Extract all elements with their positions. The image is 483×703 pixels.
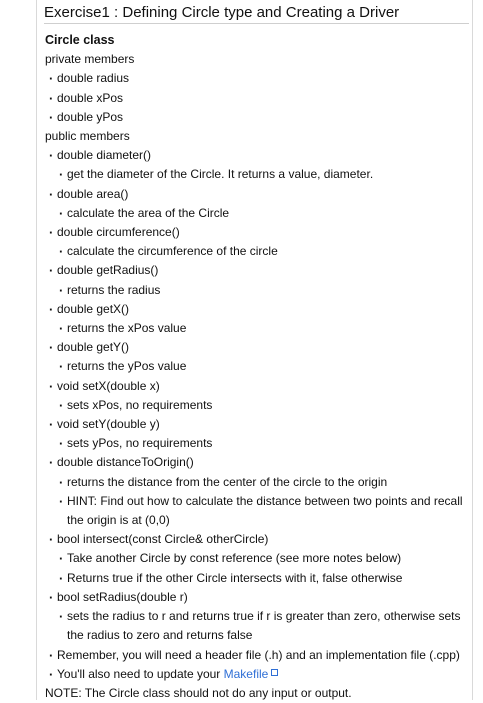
bullet-item bbox=[0, 146, 483, 165]
bullet-dot-icon: · bbox=[59, 397, 64, 413]
line-text: double getX() bbox=[57, 301, 130, 316]
bullet-item bbox=[0, 338, 483, 357]
line-text: double radius bbox=[57, 71, 130, 86]
bullet-dot-icon: · bbox=[59, 551, 64, 567]
text-line bbox=[0, 684, 483, 703]
line-text: double diameter() bbox=[57, 148, 152, 163]
line-text: Circle class bbox=[45, 33, 115, 47]
sub-bullet-item bbox=[0, 319, 483, 338]
line-text: Remember, you will need a header file (.h) and an implementation file (.cpp) bbox=[57, 647, 460, 662]
line-text: sets yPos, no requirements bbox=[67, 436, 213, 451]
sub-bullet-item bbox=[0, 434, 483, 453]
makefile-link[interactable]: Makefile bbox=[223, 666, 269, 681]
bullet-dot-icon: · bbox=[49, 378, 54, 394]
line-text: Returns true if the other Circle intersects with it, false otherwise bbox=[67, 570, 403, 585]
bullet-dot-icon: · bbox=[59, 244, 64, 260]
bullet-item bbox=[0, 415, 483, 434]
line-text: double getY() bbox=[57, 340, 130, 355]
sub-bullet-item bbox=[0, 549, 483, 568]
bullet-dot-icon: · bbox=[59, 359, 64, 375]
line-text: calculate the area of the Circle bbox=[67, 205, 230, 220]
sub-bullet-item bbox=[0, 607, 483, 645]
line-text: double getRadius() bbox=[57, 263, 159, 278]
bullet-dot-icon: · bbox=[59, 321, 64, 337]
line-text: You'll also need to update your bbox=[57, 666, 224, 681]
bullet-dot-icon: · bbox=[59, 167, 64, 183]
line-text: double xPos bbox=[57, 90, 124, 105]
line-text: double area() bbox=[57, 186, 129, 201]
sub-bullet-item bbox=[0, 492, 483, 530]
bullet-item bbox=[0, 530, 483, 549]
line-text: get the diameter of the Circle. It returns a value, diameter. bbox=[67, 167, 374, 182]
sub-bullet-item bbox=[0, 569, 483, 588]
bullet-dot-icon: · bbox=[49, 186, 54, 202]
line-text: calculate the circumference of the circle bbox=[67, 244, 278, 259]
bullet-item bbox=[0, 261, 483, 280]
bullet-dot-icon: · bbox=[49, 263, 54, 279]
bullet-dot-icon: · bbox=[49, 532, 54, 548]
bullet-item bbox=[0, 108, 483, 127]
bullet-dot-icon: · bbox=[59, 205, 64, 221]
bullet-dot-icon: · bbox=[59, 282, 64, 298]
bullet-dot-icon: · bbox=[49, 417, 54, 433]
text-line bbox=[0, 127, 483, 146]
bullet-item bbox=[0, 453, 483, 472]
title-divider bbox=[44, 23, 469, 24]
line-text: bool setRadius(double r) bbox=[57, 589, 188, 604]
bullet-dot-icon: · bbox=[49, 148, 54, 164]
line-text: returns the yPos value bbox=[67, 359, 187, 374]
sub-bullet-item bbox=[0, 396, 483, 415]
section-heading bbox=[0, 31, 483, 50]
page-title: Exercise1 : Defining Circle type and Creating a Driver bbox=[44, 4, 400, 21]
document-body bbox=[0, 31, 483, 703]
line-text: private members bbox=[45, 52, 135, 67]
bullet-item bbox=[0, 646, 483, 665]
sub-bullet-item bbox=[0, 473, 483, 492]
bullet-dot-icon: · bbox=[49, 301, 54, 317]
line-text: NOTE: The Circle class should not do any input or output. bbox=[45, 685, 352, 700]
bullet-item bbox=[0, 69, 483, 88]
sub-bullet-item bbox=[0, 165, 483, 184]
line-text: void setX(double x) bbox=[57, 378, 160, 393]
line-text: bool intersect(const Circle& otherCircle) bbox=[57, 532, 269, 547]
line-text: public members bbox=[45, 129, 130, 144]
bullet-dot-icon: · bbox=[49, 109, 54, 125]
sub-bullet-item bbox=[0, 281, 483, 300]
bullet-dot-icon: · bbox=[49, 455, 54, 471]
bullet-dot-icon: · bbox=[49, 340, 54, 356]
bullet-dot-icon: · bbox=[49, 589, 54, 605]
bullet-item bbox=[0, 89, 483, 108]
bullet-item bbox=[0, 300, 483, 319]
line-text: returns the distance from the center of the circle to the origin bbox=[67, 474, 388, 489]
text-line bbox=[0, 50, 483, 69]
bullet-item bbox=[0, 185, 483, 204]
line-text: double distanceToOrigin() bbox=[57, 455, 194, 470]
bullet-dot-icon: · bbox=[49, 647, 54, 663]
line-text: void setY(double y) bbox=[57, 417, 160, 432]
external-link-icon bbox=[271, 669, 278, 676]
bullet-dot-icon: · bbox=[59, 609, 64, 625]
bullet-item bbox=[0, 588, 483, 607]
line-text: returns the radius bbox=[67, 282, 161, 297]
sub-bullet-item bbox=[0, 242, 483, 261]
line-text: sets xPos, no requirements bbox=[67, 397, 213, 412]
line-text: sets the radius to r and returns true if r is greater than zero, otherwise sets the radius to zero and returns false bbox=[67, 609, 461, 643]
bullet-item bbox=[0, 665, 483, 684]
line-text: returns the xPos value bbox=[67, 321, 187, 336]
sub-bullet-item bbox=[0, 204, 483, 223]
bullet-dot-icon: · bbox=[49, 71, 54, 87]
bullet-dot-icon: · bbox=[59, 493, 64, 509]
bullet-dot-icon: · bbox=[59, 436, 64, 452]
line-text: double circumference() bbox=[57, 225, 180, 240]
bullet-dot-icon: · bbox=[49, 90, 54, 106]
bullet-dot-icon: · bbox=[49, 666, 54, 682]
line-text: double yPos bbox=[57, 109, 124, 124]
line-text: Take another Circle by const reference (see more notes below) bbox=[67, 551, 402, 566]
sub-bullet-item bbox=[0, 357, 483, 376]
bullet-dot-icon: · bbox=[49, 225, 54, 241]
bullet-dot-icon: · bbox=[59, 474, 64, 490]
bullet-item bbox=[0, 223, 483, 242]
bullet-item bbox=[0, 377, 483, 396]
line-text: HINT: Find out how to calculate the distance between two points and recall the origin is at (0,0) bbox=[67, 493, 463, 528]
bullet-dot-icon: · bbox=[59, 570, 64, 586]
